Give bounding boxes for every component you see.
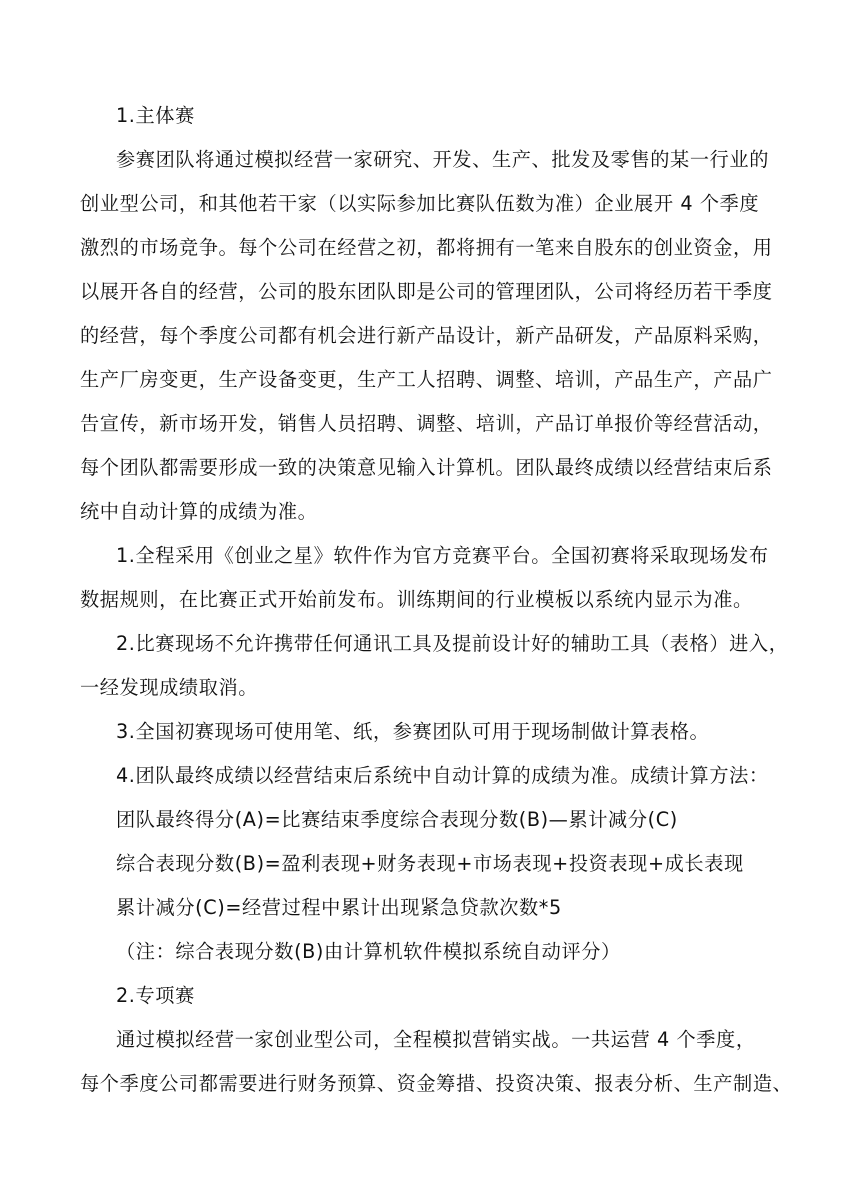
heading-special-contest: 2.专项赛 <box>116 984 195 1007</box>
heading-main-contest: 1.主体赛 <box>116 104 195 127</box>
formula-note: （注：综合表现分数(B)由计算机软件模拟系统自动评分） <box>116 940 621 963</box>
paragraph-line: 通过模拟经营一家创业型公司，全程模拟营销实战。一共运营 4 个季度， <box>116 1028 756 1051</box>
paragraph-line: 创业型公司，和其他若干家（以实际参加比赛队伍数为准）企业展开 4 个季度 <box>80 192 760 215</box>
paragraph-line: 参赛团队将通过模拟经营一家研究、开发、生产、批发及零售的某一行业的 <box>116 148 769 171</box>
paragraph-line: 每个季度公司都需要进行财务预算、资金筹措、投资决策、报表分析、生产制造、 <box>80 1072 793 1095</box>
paragraph-line: 统中自动计算的成绩为准。 <box>80 500 318 523</box>
rule-item-1-cont: 数据规则，在比赛正式开始前发布。训练期间的行业模板以系统内显示为准。 <box>80 588 753 611</box>
paragraph-line: 以展开各自的经营，公司的股东团队即是公司的管理团队，公司将经历若干季度 <box>80 280 773 303</box>
rule-item-1: 1.全程采用《创业之星》软件作为官方竞赛平台。全国初赛将采取现场发布 <box>116 544 769 567</box>
rule-item-2: 2.比赛现场不允许携带任何通讯工具及提前设计好的辅助工具（表格）进入， <box>116 632 789 655</box>
rule-item-2-cont: 一经发现成绩取消。 <box>80 676 259 699</box>
rule-item-3: 3.全国初赛现场可使用笔、纸，参赛团队可用于现场制做计算表格。 <box>116 720 710 743</box>
formula-deduction: 累计减分(C)=经营过程中累计出现紧急贷款次数*5 <box>116 896 562 919</box>
paragraph-line: 每个团队都需要形成一致的决策意见输入计算机。团队最终成绩以经营结束后系 <box>80 456 773 479</box>
paragraph-line: 告宣传，新市场开发，销售人员招聘、调整、培训，产品订单报价等经营活动， <box>80 412 773 435</box>
paragraph-line: 生产厂房变更，生产设备变更，生产工人招聘、调整、培训，产品生产，产品广 <box>80 368 773 391</box>
formula-final-score: 团队最终得分(A)=比赛结束季度综合表现分数(B)—累计减分(C) <box>116 808 678 831</box>
paragraph-line: 的经营，每个季度公司都有机会进行新产品设计，新产品研发，产品原料采购， <box>80 324 773 347</box>
rule-item-4: 4.团队最终成绩以经营结束后系统中自动计算的成绩为准。成绩计算方法： <box>116 764 769 787</box>
paragraph-line: 激烈的市场竞争。每个公司在经营之初，都将拥有一笔来自股东的创业资金，用 <box>80 236 773 259</box>
formula-composite-score: 综合表现分数(B)=盈利表现+财务表现+市场表现+投资表现+成长表现 <box>116 852 744 875</box>
